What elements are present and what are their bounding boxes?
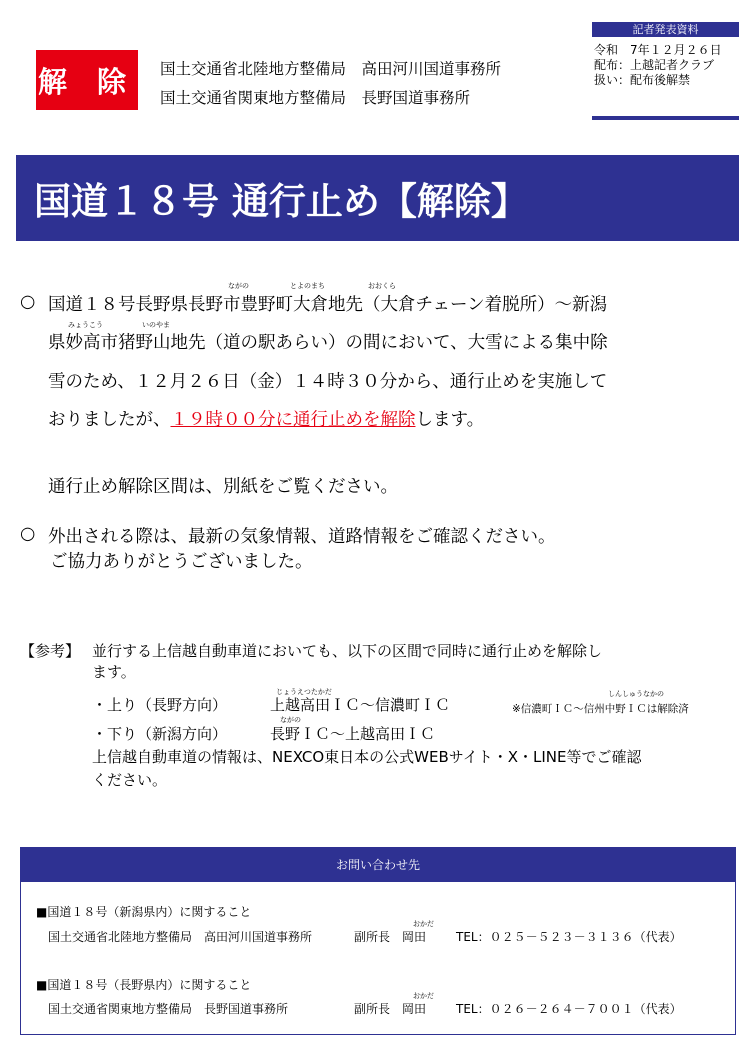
- contact-niigata-role: 副所長 岡田: [354, 930, 427, 944]
- reference-up-label: ・上り（長野方向）: [92, 696, 228, 714]
- ruby-shinshunakano: しんしゅうなかの: [608, 690, 664, 698]
- ruby-nagano: ながの: [228, 282, 249, 290]
- ruby-ookura: おおくら: [368, 282, 396, 290]
- bullet-icon: ○: [20, 292, 36, 312]
- ruby-toyonomachi: とよのまち: [290, 282, 325, 290]
- press-divider: [592, 116, 739, 120]
- office-hokuriku: 国土交通省北陸地方整備局 高田河川国道事務所: [160, 60, 502, 78]
- reference-line5: 上信越自動車道の情報は、NEXCO東日本の公式WEBサイト・X・LINE等でご確認: [92, 748, 642, 766]
- reference-up-note: ※信濃町ＩＣ～信州中野ＩＣは解除済: [512, 703, 689, 715]
- reference-down-route: 長野ＩＣ～上越高田ＩＣ: [270, 725, 436, 743]
- para1-line4: [48, 407, 484, 433]
- para1-line4-pre: おりましたが、: [48, 410, 171, 430]
- ruby-joetsutakada: じょうえつたかだ: [276, 688, 332, 696]
- para1-line4-post: します。: [415, 410, 485, 430]
- lift-time-highlight: １９時００分に通行止めを解除: [170, 410, 416, 430]
- contact-niigata-org: 国土交通省北陸地方整備局 高田河川国道事務所: [48, 930, 313, 944]
- para1-line2: 県妙高市猪野山地先（道の駅あらい）の間において、大雪による集中除: [48, 333, 608, 353]
- para1-line5: 通行止め解除区間は、別紙をご覧ください。: [48, 477, 398, 497]
- contact-niigata-title: ■国道１８号（新潟県内）に関すること: [36, 905, 252, 919]
- reference-tag: 【参考】: [20, 642, 81, 660]
- distribution: 配布：上越記者クラブ: [594, 58, 715, 72]
- para1-line1: 国道１８号長野県長野市豊野町大倉地先（大倉チェーン着脱所）～新潟: [48, 295, 608, 315]
- contact-niigata-tel: TEL：０２５－５２３－３１３６（代表）: [456, 930, 682, 944]
- bullet-icon: ○: [20, 524, 36, 544]
- issuing-offices: [160, 55, 501, 113]
- contact-nagano-org: 国土交通省関東地方整備局 長野国道事務所: [48, 1002, 289, 1016]
- reference-up-route: 上越高田ＩＣ～信濃町ＩＣ: [270, 696, 451, 714]
- release-date: 令和 7年１２月２６日: [594, 43, 722, 57]
- contact-nagano-role: 副所長 岡田: [354, 1002, 427, 1016]
- ruby-nagano-ic: ながの: [280, 716, 301, 724]
- reference-line2: ます。: [92, 663, 136, 681]
- ruby-okada-2: おかだ: [413, 992, 434, 1000]
- page-title: 国道１８号 通行止め【解除】: [16, 155, 739, 241]
- para2-line2: ご協力ありがとうございました。: [50, 552, 313, 572]
- office-kanto: 国土交通省関東地方整備局 長野国道事務所: [160, 89, 471, 107]
- ruby-myoukou: みょうこう: [68, 321, 103, 329]
- reference-line1: 並行する上信越自動車道においても、以下の区間で同時に通行止めを解除し: [92, 642, 603, 660]
- para2-line1: 外出される際は、最新の気象情報、道路情報をご確認ください。: [48, 527, 556, 547]
- contact-nagano-title: ■国道１８号（長野県内）に関すること: [36, 978, 252, 992]
- contact-nagano-tel: TEL：０２６－２６４－７００１（代表）: [456, 1002, 682, 1016]
- para1-line3: 雪のため、１２月２６日（金）１４時３０分から、通行止めを実施して: [48, 372, 608, 392]
- ruby-okada-1: おかだ: [413, 920, 434, 928]
- ruby-inoyama: いのやま: [142, 321, 170, 329]
- contact-header: お問い合わせ先: [20, 847, 736, 882]
- reference-line6: ください。: [92, 771, 168, 789]
- handling: 扱い：配布後解禁: [594, 73, 691, 87]
- press-release-label: 記者発表資料: [592, 22, 739, 37]
- press-info: [594, 43, 722, 88]
- reference-down-label: ・下り（新潟方向）: [92, 725, 228, 743]
- release-badge: 解 除: [36, 50, 138, 110]
